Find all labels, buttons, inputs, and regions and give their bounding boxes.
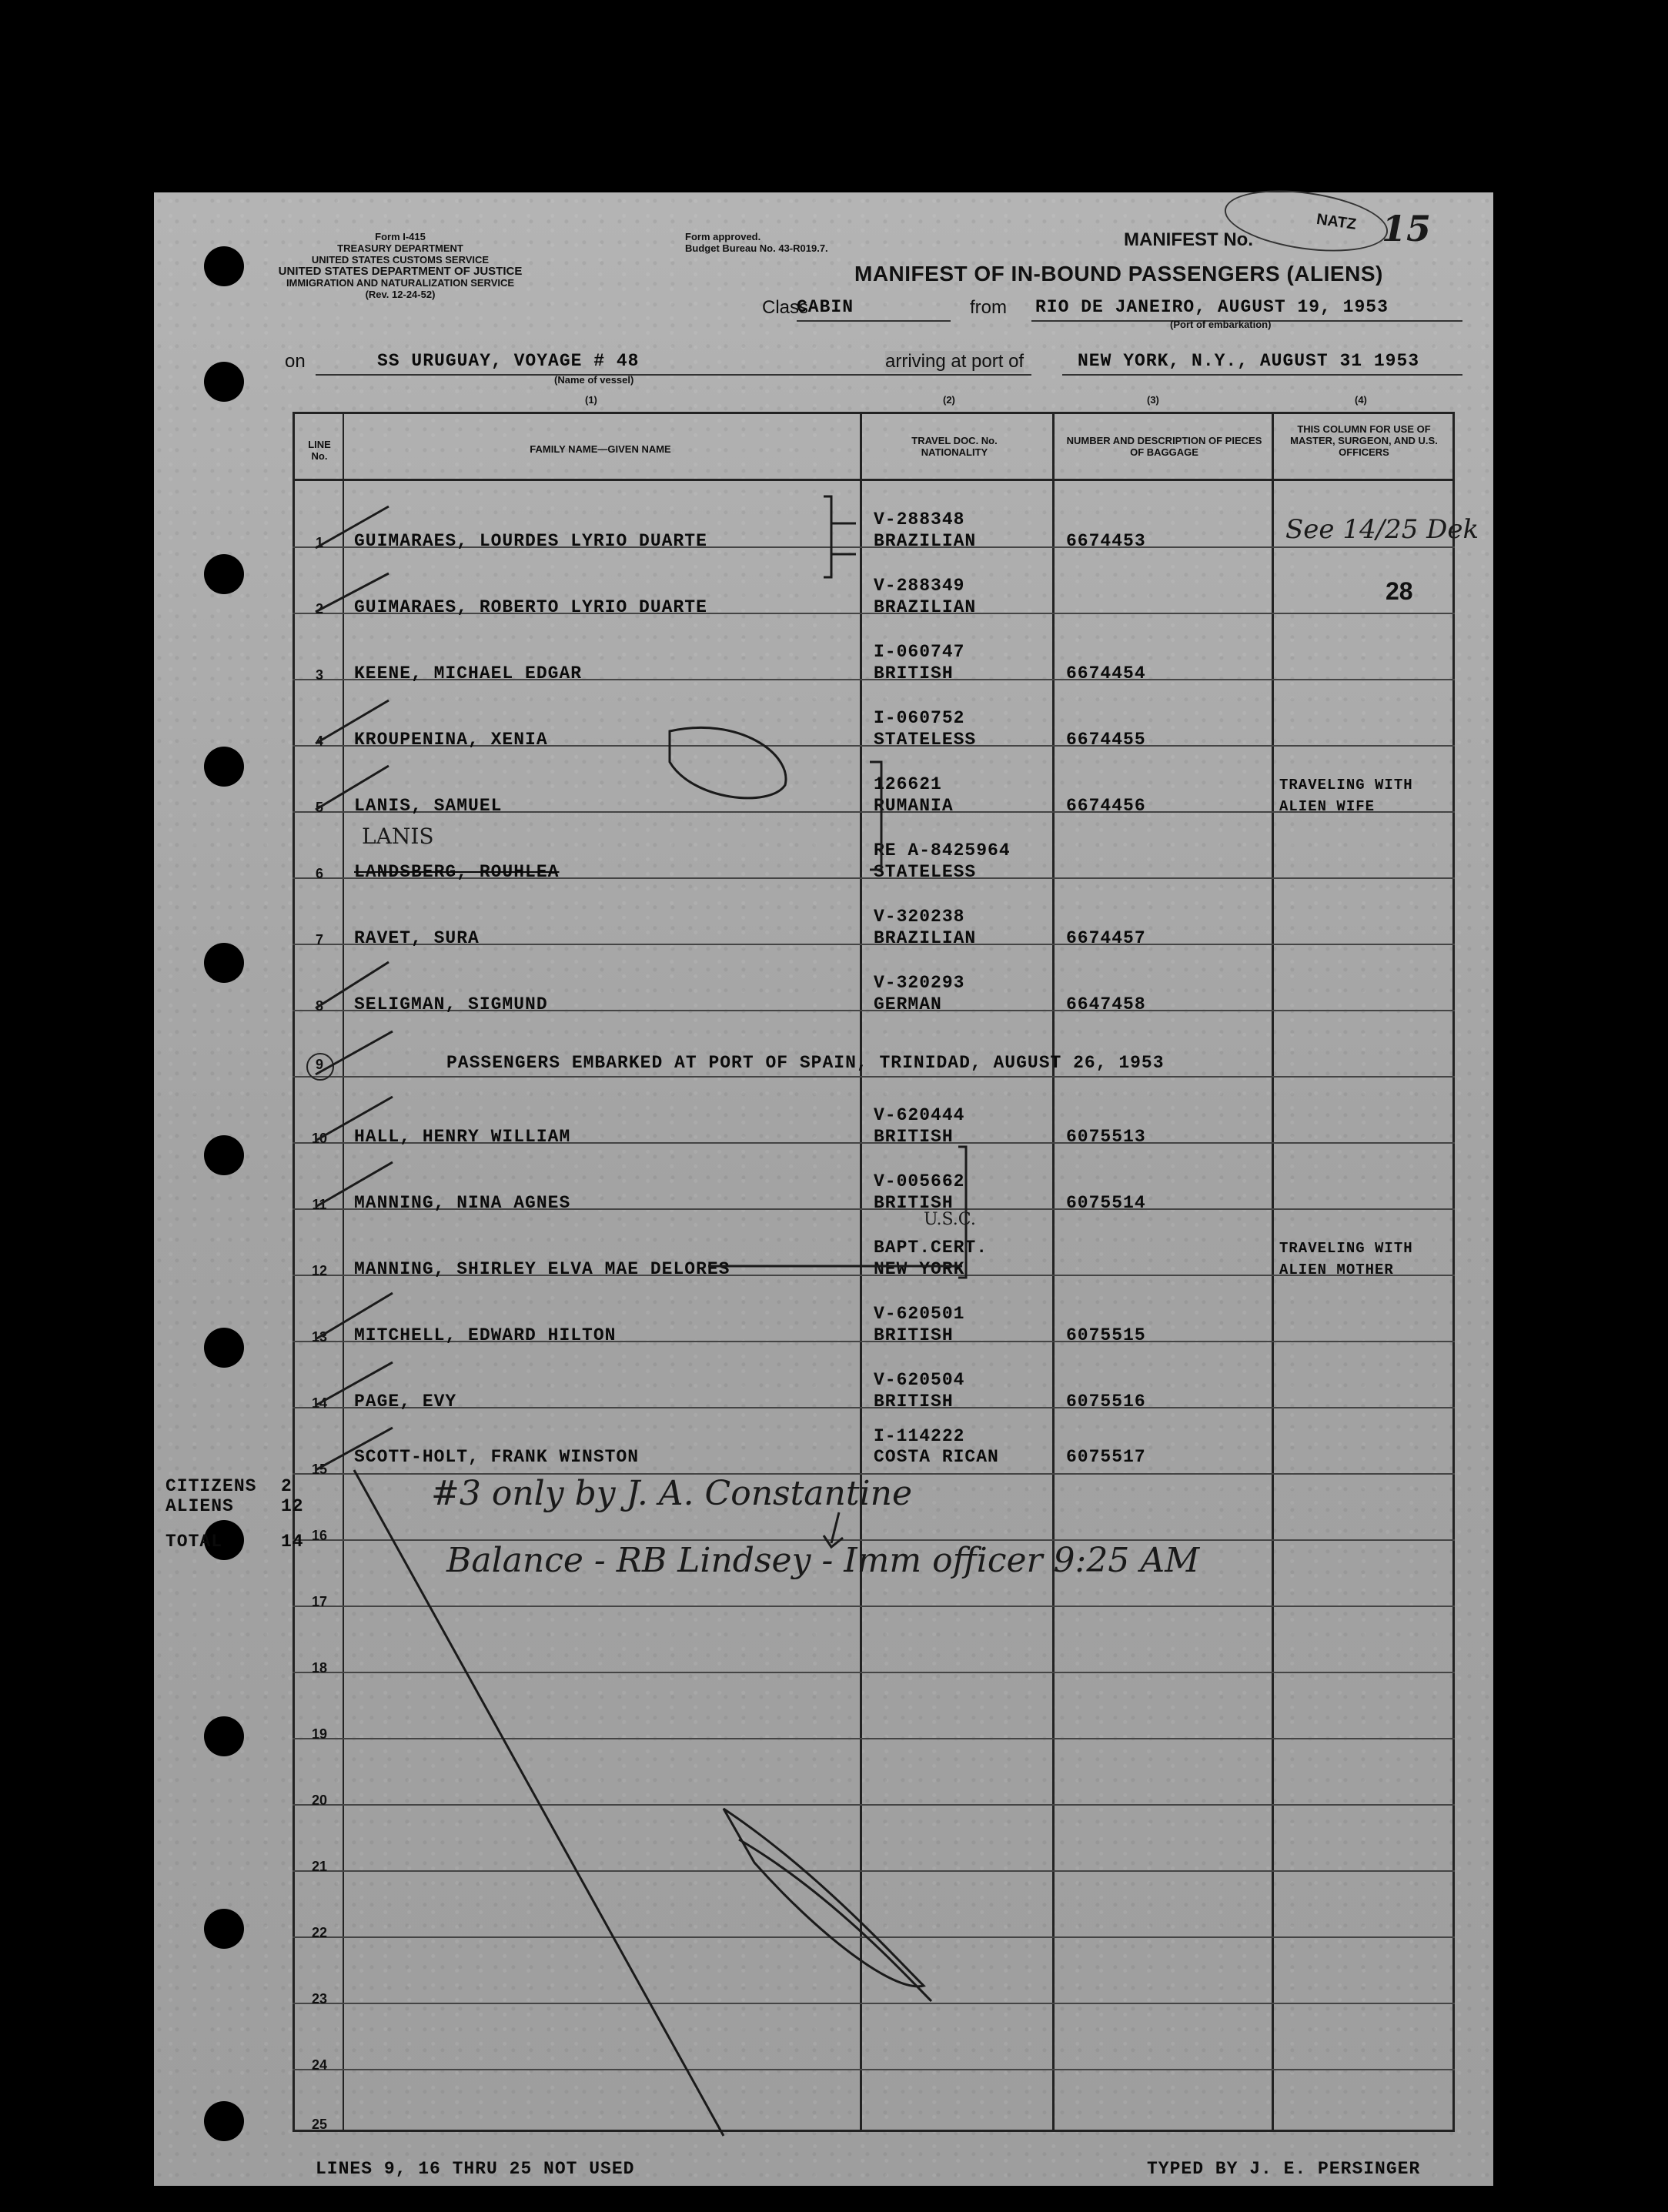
nationality: COSTA RICAN: [874, 1447, 999, 1467]
baggage: 6075516: [1066, 1392, 1146, 1412]
row-rule: [292, 1870, 1455, 1872]
dept-name: TREASURY DEPARTMENT: [337, 242, 463, 254]
approval-line: Form approved.: [685, 231, 761, 242]
baggage: 6674454: [1066, 663, 1146, 683]
class-label: Class: [762, 297, 809, 318]
travel-doc: BAPT.CERT.: [874, 1238, 988, 1258]
passenger-name: GUIMARAES, ROBERTO LYRIO DUARTE: [354, 597, 707, 617]
row-rule: [292, 1076, 1455, 1078]
nationality: NEW YORK: [874, 1259, 965, 1279]
passenger-name: LANIS, SAMUEL: [354, 796, 503, 816]
nationality: STATELESS: [874, 862, 977, 882]
from-label: from: [970, 297, 1007, 318]
travel-doc: V-005662: [874, 1171, 965, 1191]
aliens-count: 12: [281, 1496, 304, 1516]
arriving-underline: [1062, 374, 1462, 376]
nationality: BRITISH: [874, 1392, 954, 1412]
col-divider: [343, 412, 344, 2132]
passenger-name: PAGE, EVY: [354, 1392, 457, 1412]
col-number: (2): [943, 394, 955, 406]
nationality: BRITISH: [874, 1325, 954, 1345]
baggage: 6075513: [1066, 1127, 1146, 1147]
footer-right: TYPED BY J. E. PERSINGER: [1147, 2159, 1421, 2179]
passenger-name: SELIGMAN, SIGMUND: [354, 994, 548, 1014]
citizens-label: CITIZENS: [165, 1476, 257, 1496]
manifest-label: MANIFEST No.: [1124, 229, 1253, 250]
colhead-line-no: LINE No.: [308, 439, 331, 462]
vessel-caption: (Name of vessel): [554, 374, 634, 386]
travel-doc: V-620501: [874, 1304, 965, 1324]
revision: (Rev. 12-24-52): [365, 289, 436, 300]
row-rule: [292, 1936, 1455, 1938]
travel-doc: I-060747: [874, 642, 965, 662]
manifest-title: MANIFEST OF IN-BOUND PASSENGERS (ALIENS): [854, 262, 1383, 286]
total-count: 14: [281, 1532, 304, 1552]
row-number: 25: [311, 2117, 328, 2132]
row-number: 11: [312, 1197, 327, 1212]
binder-hole: [204, 747, 244, 787]
travel-doc: V-620444: [874, 1105, 965, 1125]
officer-note: TRAVELING WITH ALIEN WIFE: [1279, 777, 1413, 815]
binder-hole: [204, 1909, 244, 1949]
handwritten-line: Balance - RB Lindsey - Imm officer 9:25 AM: [446, 1541, 1200, 1580]
travel-doc: V-620504: [874, 1370, 965, 1390]
row-number: 12: [311, 1263, 328, 1278]
row-number: 2: [315, 601, 323, 616]
on-label: on: [285, 351, 306, 372]
row-rule: [292, 2069, 1455, 2070]
nationality: BRITISH: [874, 1127, 954, 1147]
baggage: 6075517: [1066, 1447, 1146, 1467]
passenger-name: MITCHELL, EDWARD HILTON: [354, 1325, 617, 1345]
col-number: (3): [1147, 394, 1159, 406]
row-rule: [292, 1672, 1455, 1673]
row-number: 19: [311, 1726, 328, 1742]
row-rule: [292, 2003, 1455, 2004]
travel-doc: V-320238: [874, 907, 965, 927]
passenger-name: LANDSBERG, ROUHLEA: [354, 862, 560, 882]
baggage: 6075514: [1066, 1193, 1146, 1213]
nationality: BRITISH: [874, 1193, 954, 1213]
nationality: BRAZILIAN: [874, 928, 977, 948]
binder-hole: [204, 943, 244, 983]
from-value: RIO DE JANEIRO, AUGUST 19, 1953: [1035, 297, 1389, 317]
row-number: 7: [315, 932, 323, 947]
dept-name: UNITED STATES DEPARTMENT OF JUSTICE: [278, 265, 523, 278]
colhead-name: FAMILY NAME—GIVEN NAME: [530, 443, 671, 455]
nationality: BRAZILIAN: [874, 531, 977, 551]
form-number: Form I-415: [375, 231, 426, 242]
col-number: (1): [585, 394, 597, 406]
footer-left: LINES 9, 16 THRU 25 NOT USED: [316, 2159, 635, 2179]
baggage: 6674453: [1066, 531, 1146, 551]
passenger-name: HALL, HENRY WILLIAM: [354, 1127, 571, 1147]
row-rule: [292, 1738, 1455, 1739]
total-label: TOTAL: [165, 1532, 223, 1552]
passenger-name: RAVET, SURA: [354, 928, 480, 948]
vessel-value: SS URUGUAY, VOYAGE # 48: [377, 351, 640, 371]
travel-doc: RE A-8425964: [874, 840, 1011, 860]
row-number: 8: [315, 998, 323, 1014]
row-number: 4: [315, 733, 323, 749]
row-number: 15: [311, 1462, 328, 1477]
row-number: 22: [311, 1925, 328, 1940]
officer-note: TRAVELING WITH ALIEN MOTHER: [1279, 1240, 1413, 1278]
baggage: 6075515: [1066, 1325, 1146, 1345]
manifest-page: [154, 192, 1493, 2186]
colhead-baggage: NUMBER AND DESCRIPTION OF PIECES OF BAGGAGE: [1066, 435, 1262, 458]
passenger-name: SCOTT-HOLT, FRANK WINSTON: [354, 1447, 640, 1467]
row-number: 24: [311, 2057, 328, 2073]
travel-doc: I-114222: [874, 1426, 965, 1446]
travel-doc: V-288348: [874, 510, 965, 530]
approval-block: [685, 231, 828, 254]
passenger-name: MANNING, NINA AGNES: [354, 1193, 571, 1213]
handwritten-note: See 14/25 Dek: [1285, 514, 1479, 545]
travel-doc: I-060752: [874, 708, 965, 728]
row-number: 13: [311, 1329, 328, 1345]
handwritten-number: 28: [1386, 577, 1413, 605]
service-name: IMMIGRATION AND NATURALIZATION SERVICE: [286, 277, 515, 289]
baggage: 6674455: [1066, 730, 1146, 750]
binder-hole: [204, 362, 244, 402]
row-number: 16: [311, 1528, 328, 1543]
form-block: [277, 231, 523, 300]
colhead-officers: THIS COLUMN FOR USE OF MASTER, SURGEON, AND U.S. OFFICERS: [1290, 423, 1438, 458]
port-caption: (Port of embarkation): [1170, 319, 1272, 330]
binder-hole: [204, 1135, 244, 1175]
row-number: 10: [311, 1131, 328, 1146]
passenger-name: KROUPENINA, XENIA: [354, 730, 548, 750]
row-number: 6: [315, 866, 323, 881]
row-number: 1: [315, 535, 323, 550]
row-number: 5: [315, 800, 323, 815]
row-number: 21: [311, 1859, 328, 1874]
handwritten-usc: U.S.C.: [924, 1210, 976, 1229]
row-number: 9: [315, 1057, 323, 1072]
vessel-underline: [316, 374, 1031, 376]
baggage: 6674457: [1066, 928, 1146, 948]
row-number: 23: [311, 1991, 328, 2007]
nationality: RUMANIA: [874, 796, 954, 816]
binder-hole: [204, 554, 244, 594]
section-heading: PASSENGERS EMBARKED AT PORT OF SPAIN, TRINIDAD, AUGUST 26, 1953: [446, 1053, 1165, 1073]
binder-hole: [204, 2101, 244, 2141]
row-rule: [292, 1804, 1455, 1806]
row-number: 18: [311, 1660, 328, 1676]
baggage: 6647458: [1066, 994, 1146, 1014]
passenger-name: KEENE, MICHAEL EDGAR: [354, 663, 583, 683]
row-number: 20: [311, 1793, 328, 1808]
class-value: CABIN: [797, 297, 854, 317]
aliens-label: ALIENS: [165, 1496, 234, 1516]
travel-doc: V-288349: [874, 576, 965, 596]
row-number: 14: [311, 1395, 328, 1411]
service-name: UNITED STATES CUSTOMS SERVICE: [311, 254, 490, 266]
approval-line: Budget Bureau No. 43-R019.7.: [685, 242, 828, 254]
stamp-text: NATZ: [1315, 210, 1358, 233]
row-number: 3: [315, 667, 323, 683]
binder-hole: [204, 1328, 244, 1368]
baggage: 6674456: [1066, 796, 1146, 816]
col-divider: [860, 412, 862, 2132]
row-number: 17: [311, 1594, 328, 1609]
travel-doc: V-320293: [874, 973, 965, 993]
binder-hole: [204, 246, 244, 286]
binder-hole: [204, 1716, 244, 1756]
arriving-value: NEW YORK, N.Y., AUGUST 31 1953: [1078, 351, 1420, 371]
nationality: BRITISH: [874, 663, 954, 683]
nationality: GERMAN: [874, 994, 942, 1014]
header-rule: [292, 479, 1455, 481]
manifest-number: 15: [1382, 208, 1432, 249]
colhead-travel-doc: TRAVEL DOC. No. NATIONALITY: [911, 435, 998, 458]
class-underline: [797, 320, 951, 322]
handwritten-name: LANIS: [362, 824, 434, 849]
citizens-count: 2: [281, 1476, 292, 1496]
col-divider: [1272, 412, 1274, 2132]
nationality: BRAZILIAN: [874, 597, 977, 617]
nationality: STATELESS: [874, 730, 977, 750]
passenger-name: MANNING, SHIRLEY ELVA MAE DELORES: [354, 1259, 730, 1279]
travel-doc: 126621: [874, 774, 942, 794]
passenger-name: GUIMARAES, LOURDES LYRIO DUARTE: [354, 531, 707, 551]
col-divider: [1052, 412, 1055, 2132]
arriving-label: arriving at port of: [885, 351, 1025, 372]
row-rule: [292, 1606, 1455, 1607]
handwritten-line: #3 only by J. A. Constantine: [431, 1474, 913, 1513]
col-number: (4): [1355, 394, 1367, 406]
